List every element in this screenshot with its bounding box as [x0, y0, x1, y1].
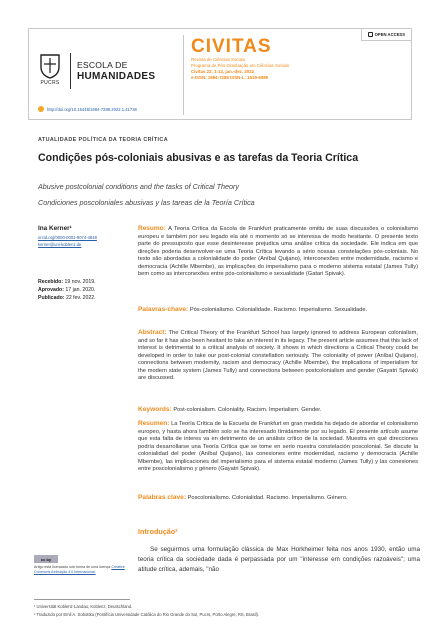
- keywords-spanish: [138, 494, 418, 503]
- orcid-link[interactable]: orcid.org/0000-0001-9074-4848: [38, 235, 97, 240]
- abstract-spanish: [138, 420, 418, 474]
- journal-subtitle: Revista de Ciências Sociais: [191, 57, 246, 62]
- open-access-badge: [361, 29, 411, 41]
- abstract-pt-text: A Teoria Crítica da Escola de Frankfurt praticamente omitiu de suas discussões o colonialismo europeu e também por seu legado ela até o momento só se interessa de modo hesitante. O presente texto parte do pressuposto que esse desinteresse prejudica uma análise crítica da sociedade. Ele indica em que direções poderia desenvolver-se uma Teoria Crítica levando a sério nossas constelações pós-coloniais. No texto são abordadas a colonialidade do poder (Aníbal Quijano), interconexões entre modernidade, racismo e democracia (Achille Mbembe), as implicações do imperialismo para o moderno sistema estatal (James Tully) bem como as interconexões entre pós-colonialismo e sexualidade (Gatari Spivak).: [138, 226, 418, 277]
- keywords-pt-text: Pós-colonialismo. Colonialidade. Racismo. Imperialismo. Sexualidade.: [189, 307, 368, 313]
- email-link[interactable]: kerner@uni-koblenz.de: [38, 242, 82, 247]
- journal-info: [191, 37, 289, 81]
- article-title: Condições pós-coloniais abusivas e as tarefas da Teoria Crítica: [38, 152, 359, 164]
- license-block: [34, 555, 126, 575]
- license-text: Artigo está licenciado sob forma de uma licença Creative Commons Atribuição 4.0 Internacional.: [34, 565, 125, 574]
- journal-title: CIVITAS: [191, 36, 272, 57]
- school-name: [77, 60, 155, 82]
- section-label: ATUALIDADE POLÍTICA DA TEORIA CRÍTICA: [38, 137, 168, 143]
- journal-issue: Civitas 22: 1-12, jan.-dez. 2022: [191, 69, 254, 74]
- header-divider: [183, 35, 184, 115]
- footnote-2: ² Traduzido por Emil A. Sobottka (Pontifícia Universidade Católica do Rio Grande do Sul, Pucrs, Porto Alegre, RS, Brasil).: [34, 612, 260, 617]
- school-logo: [35, 45, 173, 97]
- intro-paragraph: Se seguirmos uma formulação clássica de Max Horkheimer feita nos anos 1930, então uma teoria crítica da sociedade dada é perpassada por um "interesse em condições razoáveis"; uma atitude crítica, ademais, "não: [138, 546, 420, 573]
- footnotes: [34, 603, 414, 619]
- abstract-en-text: The Critical Theory of the Frankfurt School has largely ignored to address European colonialism, and so far it has also been hesitant to take an interest in its legacy. The present article assumes that this lack of interest is detrimental to a critical analysis of society. It shows in which directions a Critical Theory could be developed in order to take our post-colonial constellation seriously. The coloniality of power (Aníbal Quijano), connections between modernity, racism and democracy (Achille Mbembe), the implications of imperialism for the modern state system (James Tully) and connections between postcolonialism and gender (Gayatri Spivak) are discussed.: [138, 330, 418, 381]
- abstract-pt-label: Resumo:: [138, 225, 166, 232]
- crest-text: PUCRS: [40, 80, 60, 86]
- abstract-portuguese: [138, 225, 418, 279]
- footnote-divider: [34, 599, 130, 600]
- publication-dates: [38, 278, 96, 302]
- license-link[interactable]: Creative Commons Atribuição 4.0 Internacional.: [34, 565, 125, 574]
- keywords-es-label: Palabras clave:: [138, 494, 187, 501]
- keywords-pt-label: Palavras-chave:: [138, 306, 189, 313]
- doi-link[interactable]: http://doi.org/10.15448/1984-7289.2022.1.41738: [47, 106, 137, 112]
- doi-icon: [38, 106, 44, 112]
- crest-icon: [35, 53, 65, 89]
- title-english: Abusive postcolonial conditions and the tasks of Critical Theory: [38, 182, 239, 191]
- abstract-es-text: La Teoría Crítica de la Escuela de Frankfurt en gran medida ha dejado de abordar el colonialismo europeo, y hasta ahora también solo se ha interesado tímidamente por su legado. El presente artículo asume que esta falta de interes va en detrimento de un análisis crítico de la sociedad. Muestra en qué direcciones podría desarrollarse una Teoría Crítica que se tome en serio nuestra constelación poscolonial. Se discute la colonialidad del poder (Aníbal Quijano), las conexiones entre modernidad, racismo y democracia (Achille Mbembe), las implicaciones del imperialismo para el sistema estatal moderno (James Tully) y las conexiones entre poscolonialismo y género (Gayatri Spivak).: [138, 421, 418, 472]
- keywords-english: [138, 406, 418, 415]
- school-name-line1: ESCOLA DE: [77, 60, 128, 70]
- keywords-en-text: Post-colonialism. Coloniality. Racism. Imperialism. Gender.: [173, 407, 322, 413]
- received-date: Recebido: 19 nov. 2019.: [38, 279, 96, 285]
- published-date: Publicado: 22 fev. 2022.: [38, 295, 96, 301]
- footnote-1: ¹ Universität Koblenz-Landau, Koblenz, Deutschland.: [34, 604, 133, 609]
- intro-heading: Introdução²: [138, 527, 178, 536]
- logo-divider: [70, 53, 71, 89]
- doi-row: [38, 106, 137, 112]
- lock-icon: [368, 32, 373, 37]
- abstract-english: [138, 329, 418, 383]
- abstract-en-label: Abstract:: [138, 329, 167, 336]
- journal-issn: e-ISSN: 1984-7289 ISSN-L: 1519-6089: [191, 75, 269, 80]
- title-spanish: Condiciones poscoloniales abusivas y las tareas de la Teoría Crítica: [38, 198, 255, 207]
- keywords-es-text: Poscolonialismo. Colonialidad. Racismo. Imperialismo. Género.: [187, 495, 348, 501]
- keywords-portuguese: [138, 306, 418, 315]
- cc-license-icon: cc by: [34, 555, 58, 563]
- open-access-label: OPEN ACCESS: [374, 32, 405, 37]
- abstract-es-label: Resumen:: [138, 420, 170, 427]
- journal-program: Programa de Pós-Graduação em Ciências Sociais: [191, 63, 290, 68]
- crest-shield-icon: [39, 53, 61, 79]
- author-name: Ina Kerner¹: [38, 225, 72, 232]
- keywords-en-label: Keywords:: [138, 406, 172, 413]
- school-name-line2: HUMANIDADES: [77, 71, 156, 82]
- approved-date: Aprovado: 17 jan. 2020.: [38, 287, 96, 293]
